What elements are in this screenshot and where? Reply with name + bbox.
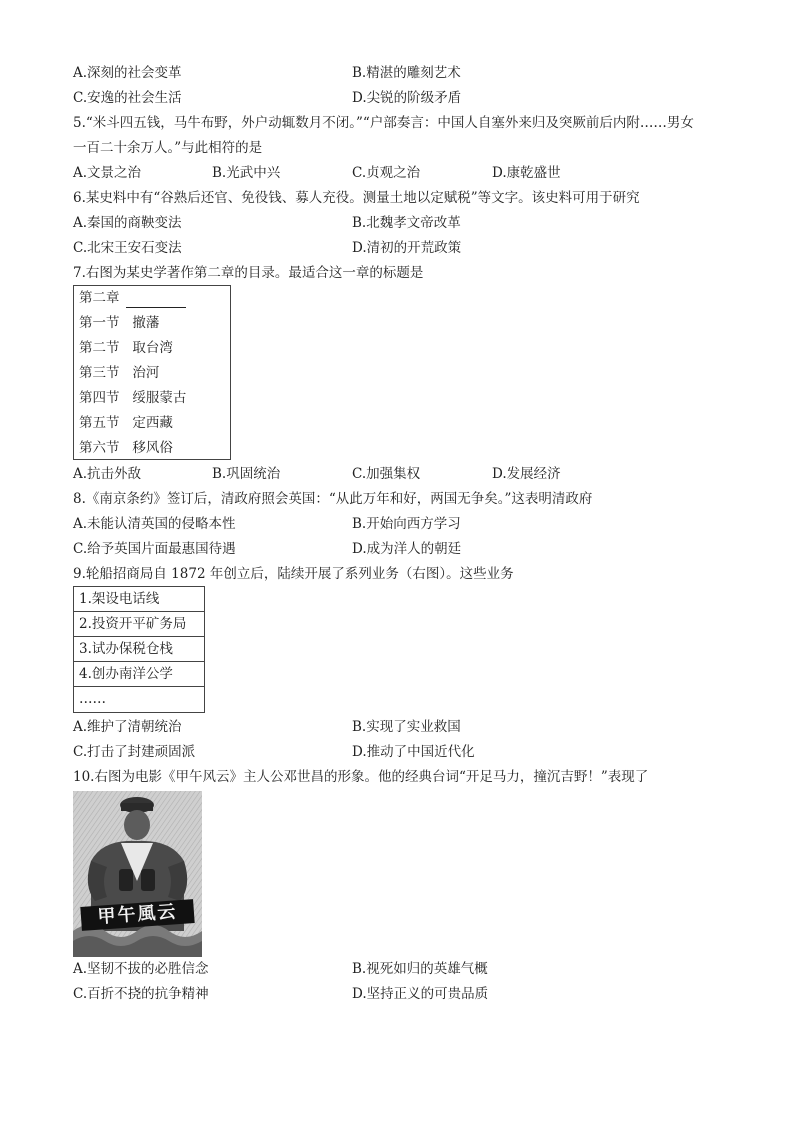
q7-option-a: A.抗击外敌 <box>73 466 142 482</box>
toc-section: 第三节 <box>79 365 120 381</box>
q9-option-b: B.实现了实业救国 <box>352 719 461 735</box>
toc-section-title: 取台湾 <box>132 340 173 356</box>
q5-stem-line2: 一百二十余万人。”与此相符的是 <box>73 140 263 156</box>
q4-option-d: D.尖锐的阶级矛盾 <box>352 90 462 106</box>
q5-stem-line1: 5.“米斗四五钱，马牛布野，外户动辄数月不闭。”“户部奏言：中国人自塞外来归及突厥前后内附……男女 <box>73 115 694 131</box>
q5-option-b: B.光武中兴 <box>212 165 281 181</box>
q10-option-d: D.坚持正义的可贵品质 <box>352 986 489 1002</box>
toc-section: 第四节 <box>79 390 120 406</box>
toc-section: 第二节 <box>79 340 120 356</box>
toc-section-title: 绥服蒙古 <box>132 390 187 406</box>
business-row-ellipsis: …… <box>79 691 106 707</box>
q5-option-a: A.文景之治 <box>73 165 142 181</box>
toc-section: 第六节 <box>79 440 120 456</box>
q7-option-b: B.巩固统治 <box>212 466 281 482</box>
q6-option-d: D.清初的开荒政策 <box>352 240 462 256</box>
poster-illustration <box>73 791 202 957</box>
business-row: 2.投资开平矿务局 <box>74 612 204 637</box>
business-row: 3.试办保税仓栈 <box>74 637 204 662</box>
business-row: 1.架设电话线 <box>74 587 204 612</box>
q8-option-b: B.开始向西方学习 <box>352 516 461 532</box>
toc-section-title: 治河 <box>132 365 160 381</box>
q4-option-b: B.精湛的雕刻艺术 <box>352 65 461 81</box>
toc-section-title: 撤藩 <box>132 315 160 331</box>
q7-option-c: C.加强集权 <box>352 466 421 482</box>
q6-option-a: A.秦国的商鞅变法 <box>73 215 182 231</box>
business-row: 4.创办南洋公学 <box>74 662 204 687</box>
poster-title: 甲午風云 <box>80 899 194 931</box>
q4-option-a: A.深刻的社会变革 <box>73 65 182 81</box>
toc-row <box>79 413 173 433</box>
q5-option-c: C.贞观之治 <box>352 165 421 181</box>
q8-option-a: A.未能认清英国的侵略本性 <box>73 516 236 532</box>
q5-option-d: D.康乾盛世 <box>492 165 561 181</box>
toc-row <box>79 363 159 383</box>
business-list-table <box>73 586 205 713</box>
toc-row <box>79 313 159 333</box>
toc-chapter-head <box>79 288 186 308</box>
q10-option-c: C.百折不挠的抗争精神 <box>73 986 209 1002</box>
q7-stem: 7.右图为某史学著作第二章的目录。最适合这一章的标题是 <box>73 265 424 281</box>
q9-option-c: C.打击了封建顽固派 <box>73 744 196 760</box>
q6-option-b: B.北魏孝文帝改革 <box>352 215 461 231</box>
q9-stem: 9.轮船招商局自 1872 年创立后，陆续开展了系列业务（右图）。这些业务 <box>73 566 514 582</box>
q10-option-a: A.坚韧不拔的必胜信念 <box>73 961 209 977</box>
q6-stem: 6.某史料中有“谷熟后还官、免役钱、募人充役。测量土地以定赋税”等文字。该史料可用于研究 <box>73 190 640 206</box>
q10-option-b: B.视死如归的英雄气概 <box>352 961 488 977</box>
q8-option-d: D.成为洋人的朝廷 <box>352 541 462 557</box>
q8-stem: 8.《南京条约》签订后，清政府照会英国：“从此万年和好，两国无争矣。”这表明清政府 <box>73 491 593 507</box>
toc-row <box>79 388 186 408</box>
toc-row <box>79 338 173 358</box>
toc-section: 第五节 <box>79 415 120 431</box>
q4-option-c: C.安逸的社会生活 <box>73 90 182 106</box>
toc-section-title: 定西藏 <box>132 415 173 431</box>
toc-section: 第一节 <box>79 315 120 331</box>
q9-option-d: D.推动了中国近代化 <box>352 744 475 760</box>
toc-row <box>79 438 173 458</box>
chapter-toc-box <box>73 285 231 460</box>
movie-poster-image <box>73 791 202 957</box>
q7-option-d: D.发展经济 <box>492 466 561 482</box>
toc-title-blank <box>126 293 186 308</box>
q6-option-c: C.北宋王安石变法 <box>73 240 182 256</box>
toc-section-title: 移风俗 <box>132 440 173 456</box>
toc-chapter-label: 第二章 <box>79 290 120 306</box>
q9-option-a: A.维护了清朝统治 <box>73 719 182 735</box>
q8-option-c: C.给予英国片面最惠国待遇 <box>73 541 236 557</box>
q10-stem: 10.右图为电影《甲午风云》主人公邓世昌的形象。他的经典台词“开足马力，撞沉吉野！”表现了 <box>73 769 649 785</box>
